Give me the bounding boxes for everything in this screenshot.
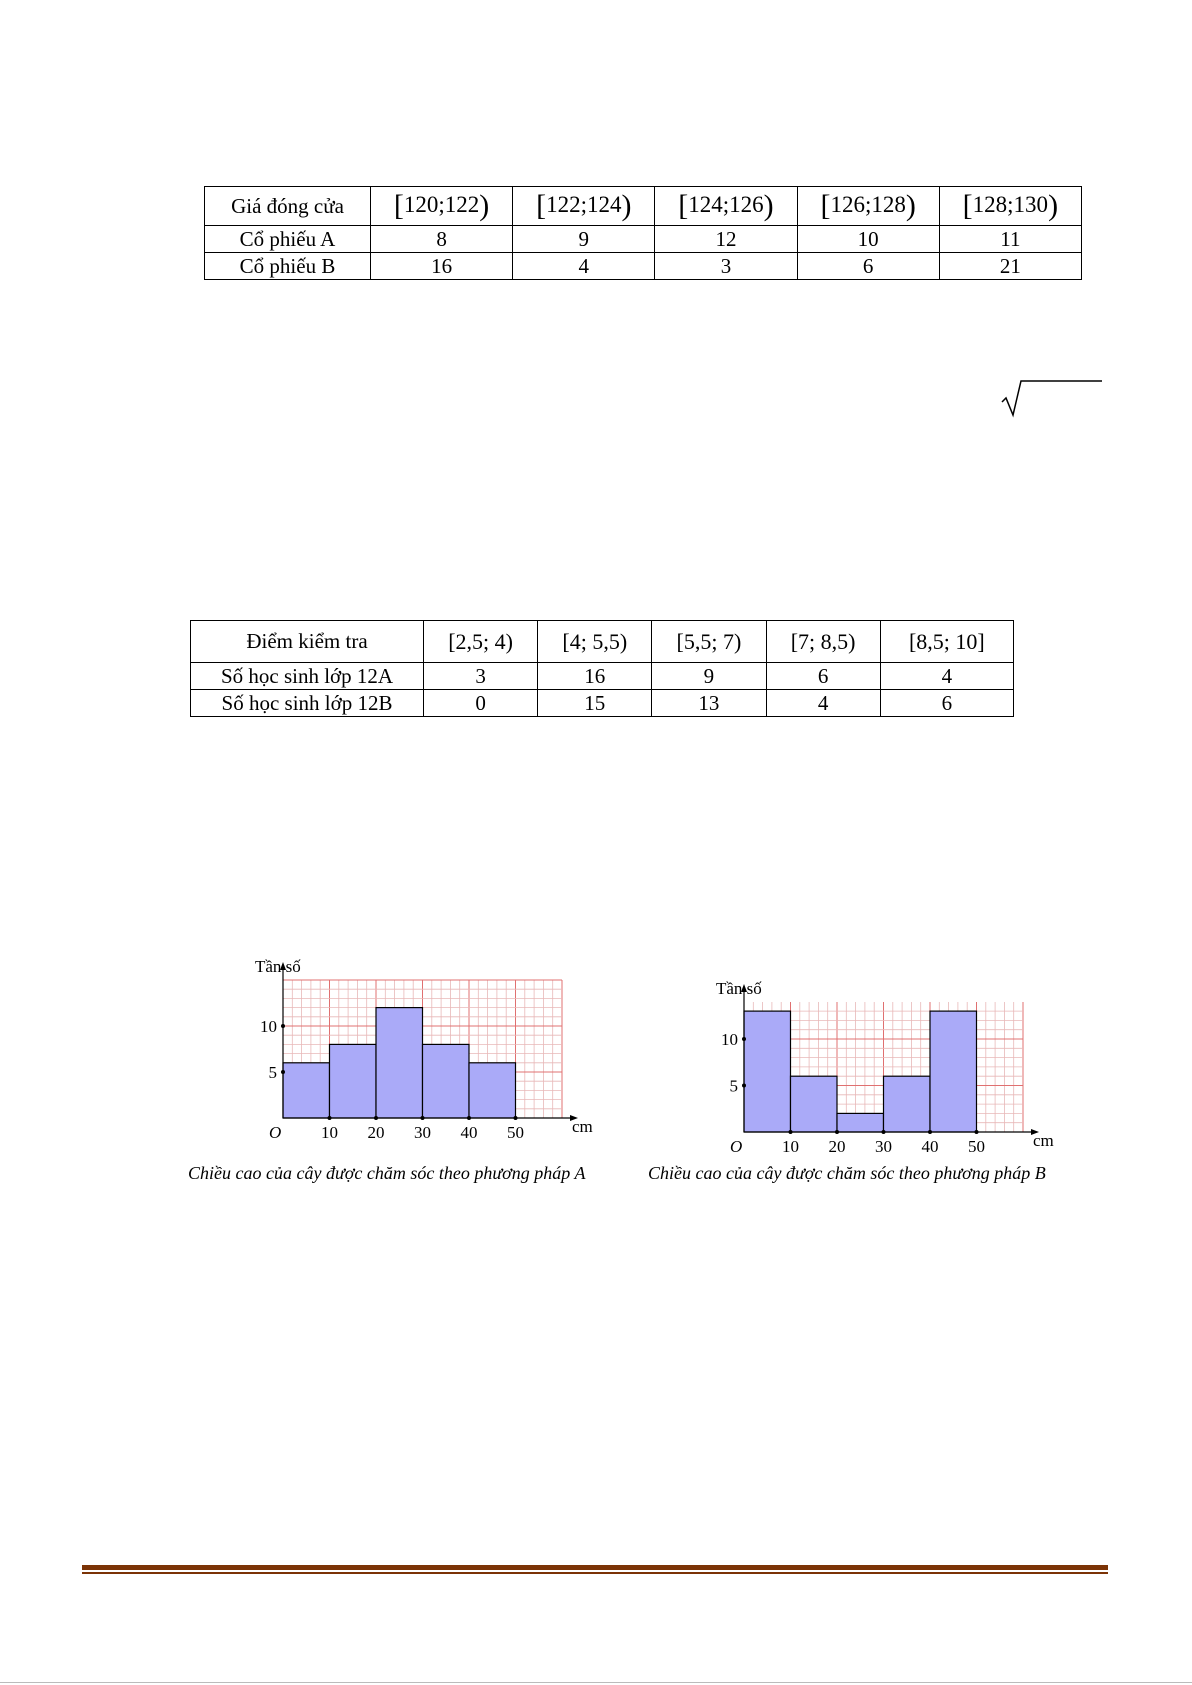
table-cell: 11 — [939, 226, 1081, 253]
histogram-bar — [376, 1008, 423, 1118]
table-row — [205, 226, 1082, 253]
table-header-cell: [124;126) — [655, 187, 797, 226]
y-tick-label: 10 — [721, 1030, 738, 1049]
histogram-bar — [884, 1076, 931, 1132]
row-label: Số học sinh lớp 12A — [191, 663, 424, 690]
table-header-cell: [122;124) — [513, 187, 655, 226]
histogram-bar — [837, 1113, 884, 1132]
y-tick-dot — [281, 1024, 285, 1028]
table-header-cell: [2,5; 4) — [424, 621, 538, 663]
x-tick-dot — [789, 1130, 793, 1134]
y-axis-label: Tần số — [255, 957, 301, 976]
row-label: Số học sinh lớp 12B — [191, 690, 424, 717]
histogram-bar — [423, 1044, 470, 1118]
table-cell: 3 — [424, 663, 538, 690]
table-header-cell: [120;122) — [371, 187, 513, 226]
table-header-cell: Điểm kiểm tra — [191, 621, 424, 663]
test-score-table — [190, 620, 1014, 717]
x-tick-label: 20 — [367, 1123, 385, 1142]
x-tick-dot — [882, 1130, 886, 1134]
table-row — [205, 253, 1082, 280]
table-header-cell: [7; 8,5) — [766, 621, 880, 663]
table-cell: 9 — [513, 226, 655, 253]
table-cell: 10 — [797, 226, 939, 253]
origin-label: O — [730, 1137, 743, 1156]
histogram-bar — [330, 1044, 377, 1118]
table-header-cell: [128;130) — [939, 187, 1081, 226]
histogram-method-a — [236, 948, 616, 1148]
x-tick-dot — [328, 1116, 332, 1120]
table-cell: 16 — [538, 663, 652, 690]
origin-label: O — [269, 1123, 282, 1142]
x-tick-label: 30 — [875, 1137, 892, 1156]
histogram-bar — [744, 1011, 791, 1132]
histogram-bar — [283, 1063, 330, 1118]
x-tick-label: 10 — [782, 1137, 799, 1156]
caption-method-b: Chiều cao của cây được chăm sóc theo phương pháp B — [648, 1163, 1046, 1183]
stock-price-table — [204, 186, 1082, 280]
table-cell: 4 — [766, 690, 880, 717]
table-cell: 6 — [766, 663, 880, 690]
table-row — [191, 663, 1014, 690]
table-header-cell: [4; 5,5) — [538, 621, 652, 663]
x-tick-label: 40 — [460, 1123, 478, 1142]
footer-rule — [82, 1565, 1108, 1574]
square-root-symbol — [1000, 378, 1104, 416]
y-tick-dot — [742, 1037, 746, 1041]
table-header-cell: [126;128) — [797, 187, 939, 226]
x-tick-dot — [467, 1116, 471, 1120]
y-tick-dot — [742, 1084, 746, 1088]
x-tick-label: 50 — [507, 1123, 524, 1142]
table-header-cell: [5,5; 7) — [652, 621, 766, 663]
table-cell: 4 — [880, 663, 1013, 690]
table-cell: 16 — [371, 253, 513, 280]
table-cell: 6 — [880, 690, 1013, 717]
y-axis-label: Tần số — [716, 979, 762, 998]
page-bottom-line — [0, 1682, 1192, 1683]
table-cell: 3 — [655, 253, 797, 280]
x-axis-label: cm — [572, 1117, 593, 1136]
table-cell: 12 — [655, 226, 797, 253]
caption-method-a: Chiều cao của cây được chăm sóc theo phương pháp A — [188, 1163, 586, 1183]
table-row — [191, 621, 1014, 663]
x-tick-dot — [374, 1116, 378, 1120]
y-tick-label: 5 — [268, 1063, 277, 1082]
row-label: Cổ phiếu A — [205, 226, 371, 253]
table-cell: 4 — [513, 253, 655, 280]
histogram-bar — [930, 1011, 977, 1132]
x-tick-dot — [975, 1130, 979, 1134]
row-label: Cổ phiếu B — [205, 253, 371, 280]
table-cell: 6 — [797, 253, 939, 280]
table-row — [205, 187, 1082, 226]
table-cell: 9 — [652, 663, 766, 690]
y-tick-label: 10 — [260, 1017, 277, 1036]
histogram-bar — [469, 1063, 516, 1118]
table-cell: 15 — [538, 690, 652, 717]
x-axis-label: cm — [1033, 1131, 1054, 1150]
table-row — [191, 690, 1014, 717]
table-header-cell: [8,5; 10] — [880, 621, 1013, 663]
x-tick-label: 20 — [828, 1137, 846, 1156]
table-header-cell: Giá đóng cửa — [205, 187, 371, 226]
y-tick-dot — [281, 1070, 285, 1074]
table-cell: 8 — [371, 226, 513, 253]
y-tick-label: 5 — [729, 1076, 738, 1096]
histogram-method-b — [698, 954, 1054, 1156]
x-tick-dot — [514, 1116, 518, 1120]
x-tick-dot — [928, 1130, 932, 1134]
x-tick-label: 30 — [414, 1123, 431, 1142]
x-tick-label: 40 — [921, 1137, 939, 1156]
histogram-bar — [791, 1076, 838, 1132]
table-cell: 21 — [939, 253, 1081, 280]
x-tick-dot — [421, 1116, 425, 1120]
table-cell: 0 — [424, 690, 538, 717]
x-tick-dot — [835, 1130, 839, 1134]
x-tick-label: 50 — [968, 1137, 985, 1156]
table-cell: 13 — [652, 690, 766, 717]
x-tick-label: 10 — [321, 1123, 338, 1142]
